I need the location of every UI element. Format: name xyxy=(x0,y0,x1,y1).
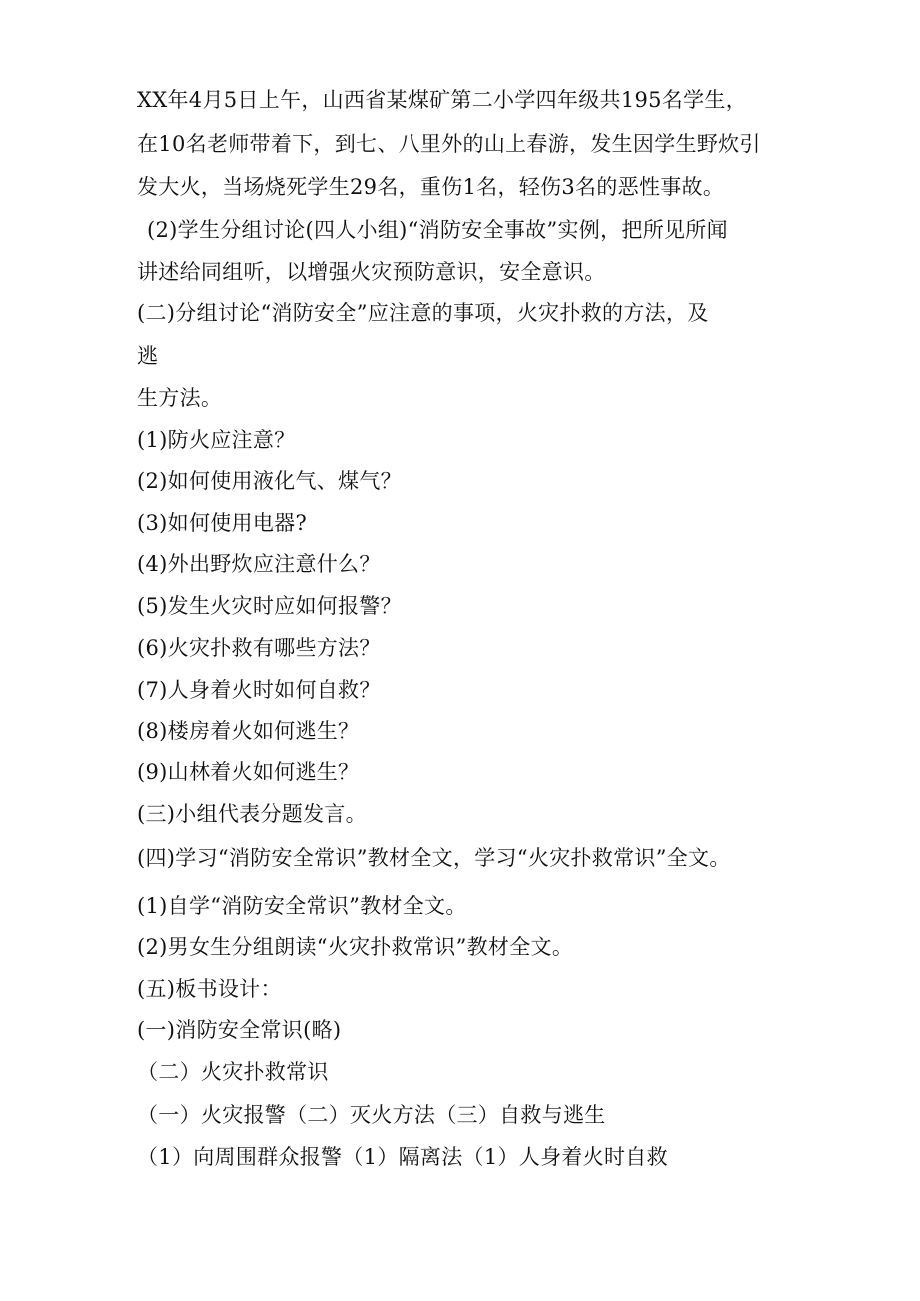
text-line-6: (二)分组讨论“消防安全”应注意的事项，火灾扑救的方法，及 xyxy=(137,301,709,325)
text-line-25: （一）火灾报警（二）灭火方法（三）自救与逃生 xyxy=(137,1103,606,1127)
text-line-14: (6)火灾扑救有哪些方法？ xyxy=(137,636,381,660)
text-line-16: (8)楼房着火如何逃生？ xyxy=(137,719,360,743)
text-line-21: (2)男女生分组朗读“火灾扑救常识”教材全文。 xyxy=(137,935,574,959)
text-line-11: (3)如何使用电器? xyxy=(137,511,308,535)
text-line-13: (5)发生火灾时应如何报警？ xyxy=(137,594,402,618)
text-line-9: (1)防火应注意？ xyxy=(137,428,296,452)
text-line-5: 讲述给同组听，以增强火灾预防意识，安全意识。 xyxy=(137,260,606,284)
text-line-19: (四)学习“消防安全常识”教材全文，学习“火灾扑救常识”全文。 xyxy=(137,846,731,870)
text-line-18: (三)小组代表分题发言。 xyxy=(137,802,367,826)
text-line-26: （1）向周围群众报警（1）隔离法（1）人身着火时自救 xyxy=(137,1145,668,1169)
text-line-15: (7)人身着火时如何自救？ xyxy=(137,678,381,702)
text-line-3: 发大火，当场烧死学生29名，重伤1名，轻伤3名的恶性事故。 xyxy=(137,175,725,199)
text-line-23: (一)消防安全常识(略) xyxy=(137,1018,342,1042)
text-line-4: (2)学生分组讨论(四人小组)“消防安全事故”实例，把所见所闻 xyxy=(147,218,728,242)
text-line-12: (4)外出野炊应注意什么？ xyxy=(137,552,381,576)
text-line-2: 在10名老师带着下，到七、八里外的山上春游，发生因学生野炊引 xyxy=(137,132,761,156)
text-line-1: XX年4月5日上午，山西省某煤矿第二小学四年级共195名学生， xyxy=(137,88,748,112)
text-line-20: (1)自学“消防安全常识”教材全文。 xyxy=(137,894,467,918)
text-line-10: (2)如何使用液化气、煤气？ xyxy=(137,469,402,493)
text-line-22: (五)板书设计： xyxy=(137,977,282,1001)
text-line-24: （二）火灾扑救常识 xyxy=(137,1060,329,1084)
text-line-7: 逃 xyxy=(137,344,159,368)
text-line-17: (9)山林着火如何逃生？ xyxy=(137,760,360,784)
text-line-8: 生方法。 xyxy=(137,386,223,410)
